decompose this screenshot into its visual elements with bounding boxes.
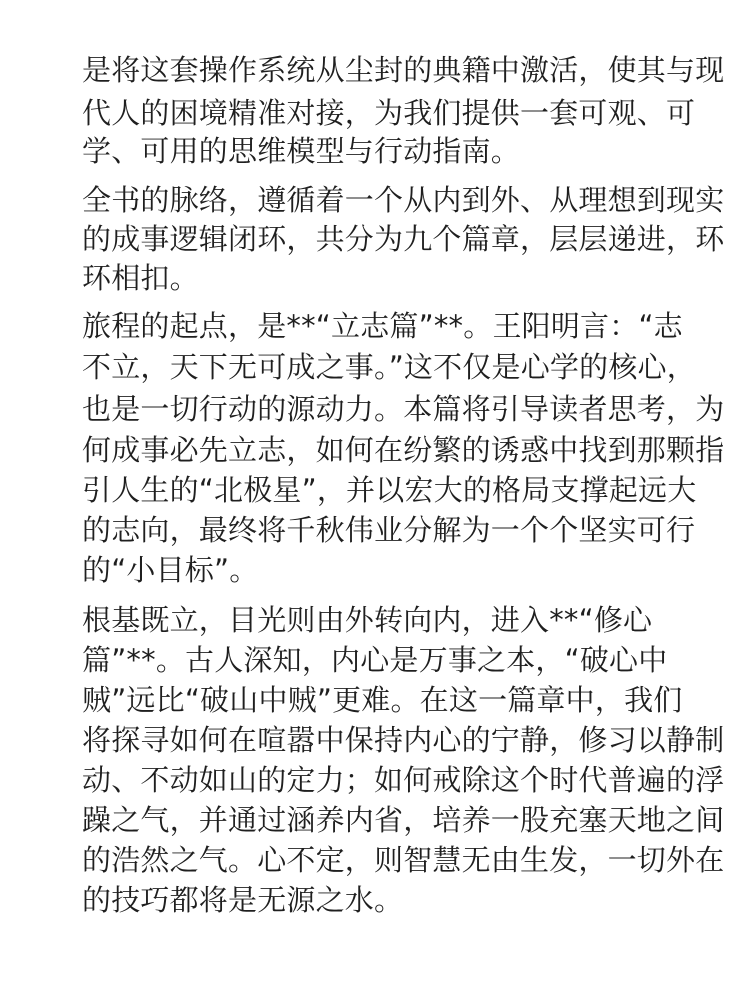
text-line: 学、可用的思维模型与行动指南。 xyxy=(82,134,521,168)
text-line: 篇”**。古人深知，内心是万事之本，“破心中 xyxy=(82,643,668,677)
text-line: 引人生的“北极星”，并以宏大的格局支撑起远大 xyxy=(82,473,697,507)
text-line: 动、不动如山的定力；如何戒除这个时代普遍的浮 xyxy=(82,763,725,797)
text-line: 也是一切行动的源动力。本篇将引导读者思考，为 xyxy=(82,392,725,426)
text-line: 的“小目标”。 xyxy=(82,553,259,587)
text-line: 贼”远比“破山中贼”更难。在这一篇章中，我们 xyxy=(82,683,683,717)
text-line: 旅程的起点，是**“立志篇”**。王阳明言：“志 xyxy=(82,309,683,343)
text-line: 的成事逻辑闭环，共分为九个篇章，层层递进，环 xyxy=(82,222,725,256)
text-line: 的志向，最终将千秋伟业分解为一个个坚实可行 xyxy=(82,513,696,547)
text-line: 代人的困境精准对接，为我们提供一套可观、可 xyxy=(82,96,696,130)
text-line: 全书的脉络，遵循着一个从内到外、从理想到现实 xyxy=(82,183,725,217)
text-line: 躁之气，并通过涵养内省，培养一股充塞天地之间 xyxy=(82,803,725,837)
text-line: 的技巧都将是无源之水。 xyxy=(82,883,404,917)
text-line: 环相扣。 xyxy=(82,261,199,295)
text-line: 根基既立，目光则由外转向内，进入**“修心 xyxy=(82,603,653,637)
text-line: 的浩然之气。心不定，则智慧无由生发，一切外在 xyxy=(82,843,725,877)
text-line: 是将这套操作系统从尘封的典籍中激活，使其与现 xyxy=(82,53,725,87)
text-line: 不立，天下无可成之事。”这不仅是心学的核心， xyxy=(82,350,696,384)
text-line: 将探寻如何在喧嚣中保持内心的宁静，修习以静制 xyxy=(82,723,725,757)
text-line: 何成事必先立志，如何在纷繁的诱惑中找到那颗指 xyxy=(82,433,725,467)
